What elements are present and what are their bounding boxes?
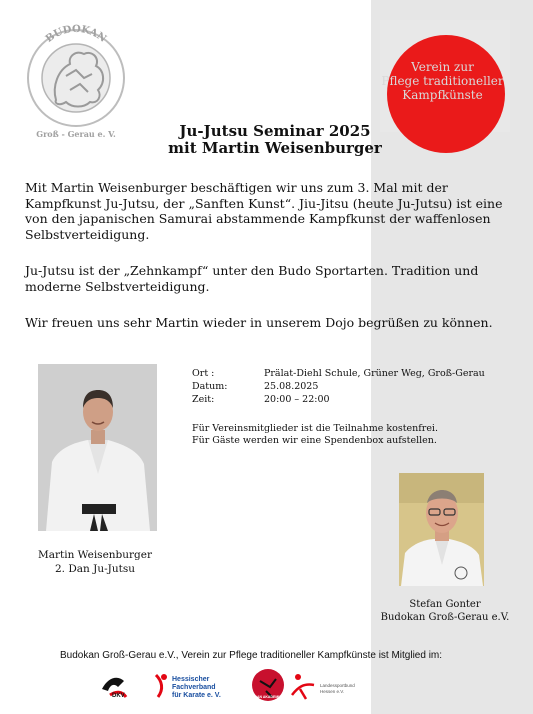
date-row	[192, 380, 485, 393]
time-label: Zeit:	[192, 394, 215, 405]
instructor-name: Martin Weisenburger	[37, 549, 153, 561]
lsb-line-2: Hessen e.V.	[320, 689, 345, 694]
logo-bottom-text: Groß - Gerau e. V.	[36, 129, 116, 139]
event-details	[192, 367, 485, 406]
intro-paragraph: Mit Martin Weisenburger beschäftigen wir uns zum 3. Mal mit der Kampfkunst Ju-Jutsu, der „Sanften Kunst“. Jiu-Jitsu (heute Ju-Jutsu) ist eine von den japanischen Samurai abstammende Kampfkunst der waffenlosen Selbstverteidigung.	[25, 180, 503, 242]
organizer-name: Stefan Gonter	[409, 599, 481, 610]
time-row	[192, 393, 485, 406]
budokan-logo	[22, 20, 130, 142]
dkv-text: DKV	[112, 693, 125, 699]
time-value: 20:00 – 22:00	[264, 394, 330, 405]
dan-akademie-logo	[252, 669, 284, 701]
partner-logos	[100, 667, 360, 705]
hfk-logo	[156, 674, 221, 699]
badge-text: Verein zur Pflege traditioneller Kampfkünste	[381, 60, 504, 102]
logo-top-text: BUDOKAN	[43, 23, 109, 45]
hfk-line-2: Fachverband	[172, 684, 216, 691]
location-value: Prälat-Diehl Schule, Grüner Weg, Groß-Gerau	[264, 368, 485, 379]
date-label: Datum:	[192, 381, 228, 392]
location-row	[192, 367, 485, 380]
hfk-line-1: Hessischer	[172, 676, 210, 683]
dkv-logo	[102, 678, 126, 699]
landessportbund-logo	[292, 674, 355, 699]
organizer-club: Budokan Groß-Gerau e.V.	[380, 612, 510, 623]
organizer-photo	[399, 473, 484, 586]
instructor-caption	[25, 548, 165, 576]
dan-akademie-text: DAN AKADEMIE	[254, 695, 282, 699]
title-line-2: mit Martin Weisenburger	[168, 139, 382, 157]
location-label: Ort :	[192, 368, 215, 379]
title-line-1: Ju-Jutsu Seminar 2025	[179, 122, 371, 140]
date-value: 25.08.2025	[264, 381, 319, 392]
guests-note: Für Gäste werden wir eine Spendenbox aufstellen.	[192, 435, 437, 446]
welcome-paragraph: Wir freuen uns sehr Martin wieder in unserem Dojo begrüßen zu können.	[25, 315, 493, 330]
membership-text: Budokan Groß-Gerau e.V., Verein zur Pflege traditioneller Kampfkünste ist Mitglied im:	[60, 650, 443, 661]
svg-text:BUDOKAN	[44, 24, 108, 45]
lsb-line-1: Landessportbund	[320, 683, 355, 688]
hfk-line-3: für Karate e. V.	[172, 692, 221, 699]
organizer-caption	[370, 598, 520, 624]
description-paragraph: Ju-Jutsu ist der „Zehnkampf“ unter den Budo Sportarten. Tradition und moderne Selbstverteidigung.	[25, 263, 479, 294]
members-note: Für Vereinsmitglieder ist die Teilnahme kostenfrei.	[192, 423, 438, 434]
participation-notes	[192, 423, 438, 447]
instructor-photo	[38, 364, 157, 531]
page-title	[150, 123, 400, 157]
instructor-rank: 2. Dan Ju-Jutsu	[55, 563, 135, 575]
